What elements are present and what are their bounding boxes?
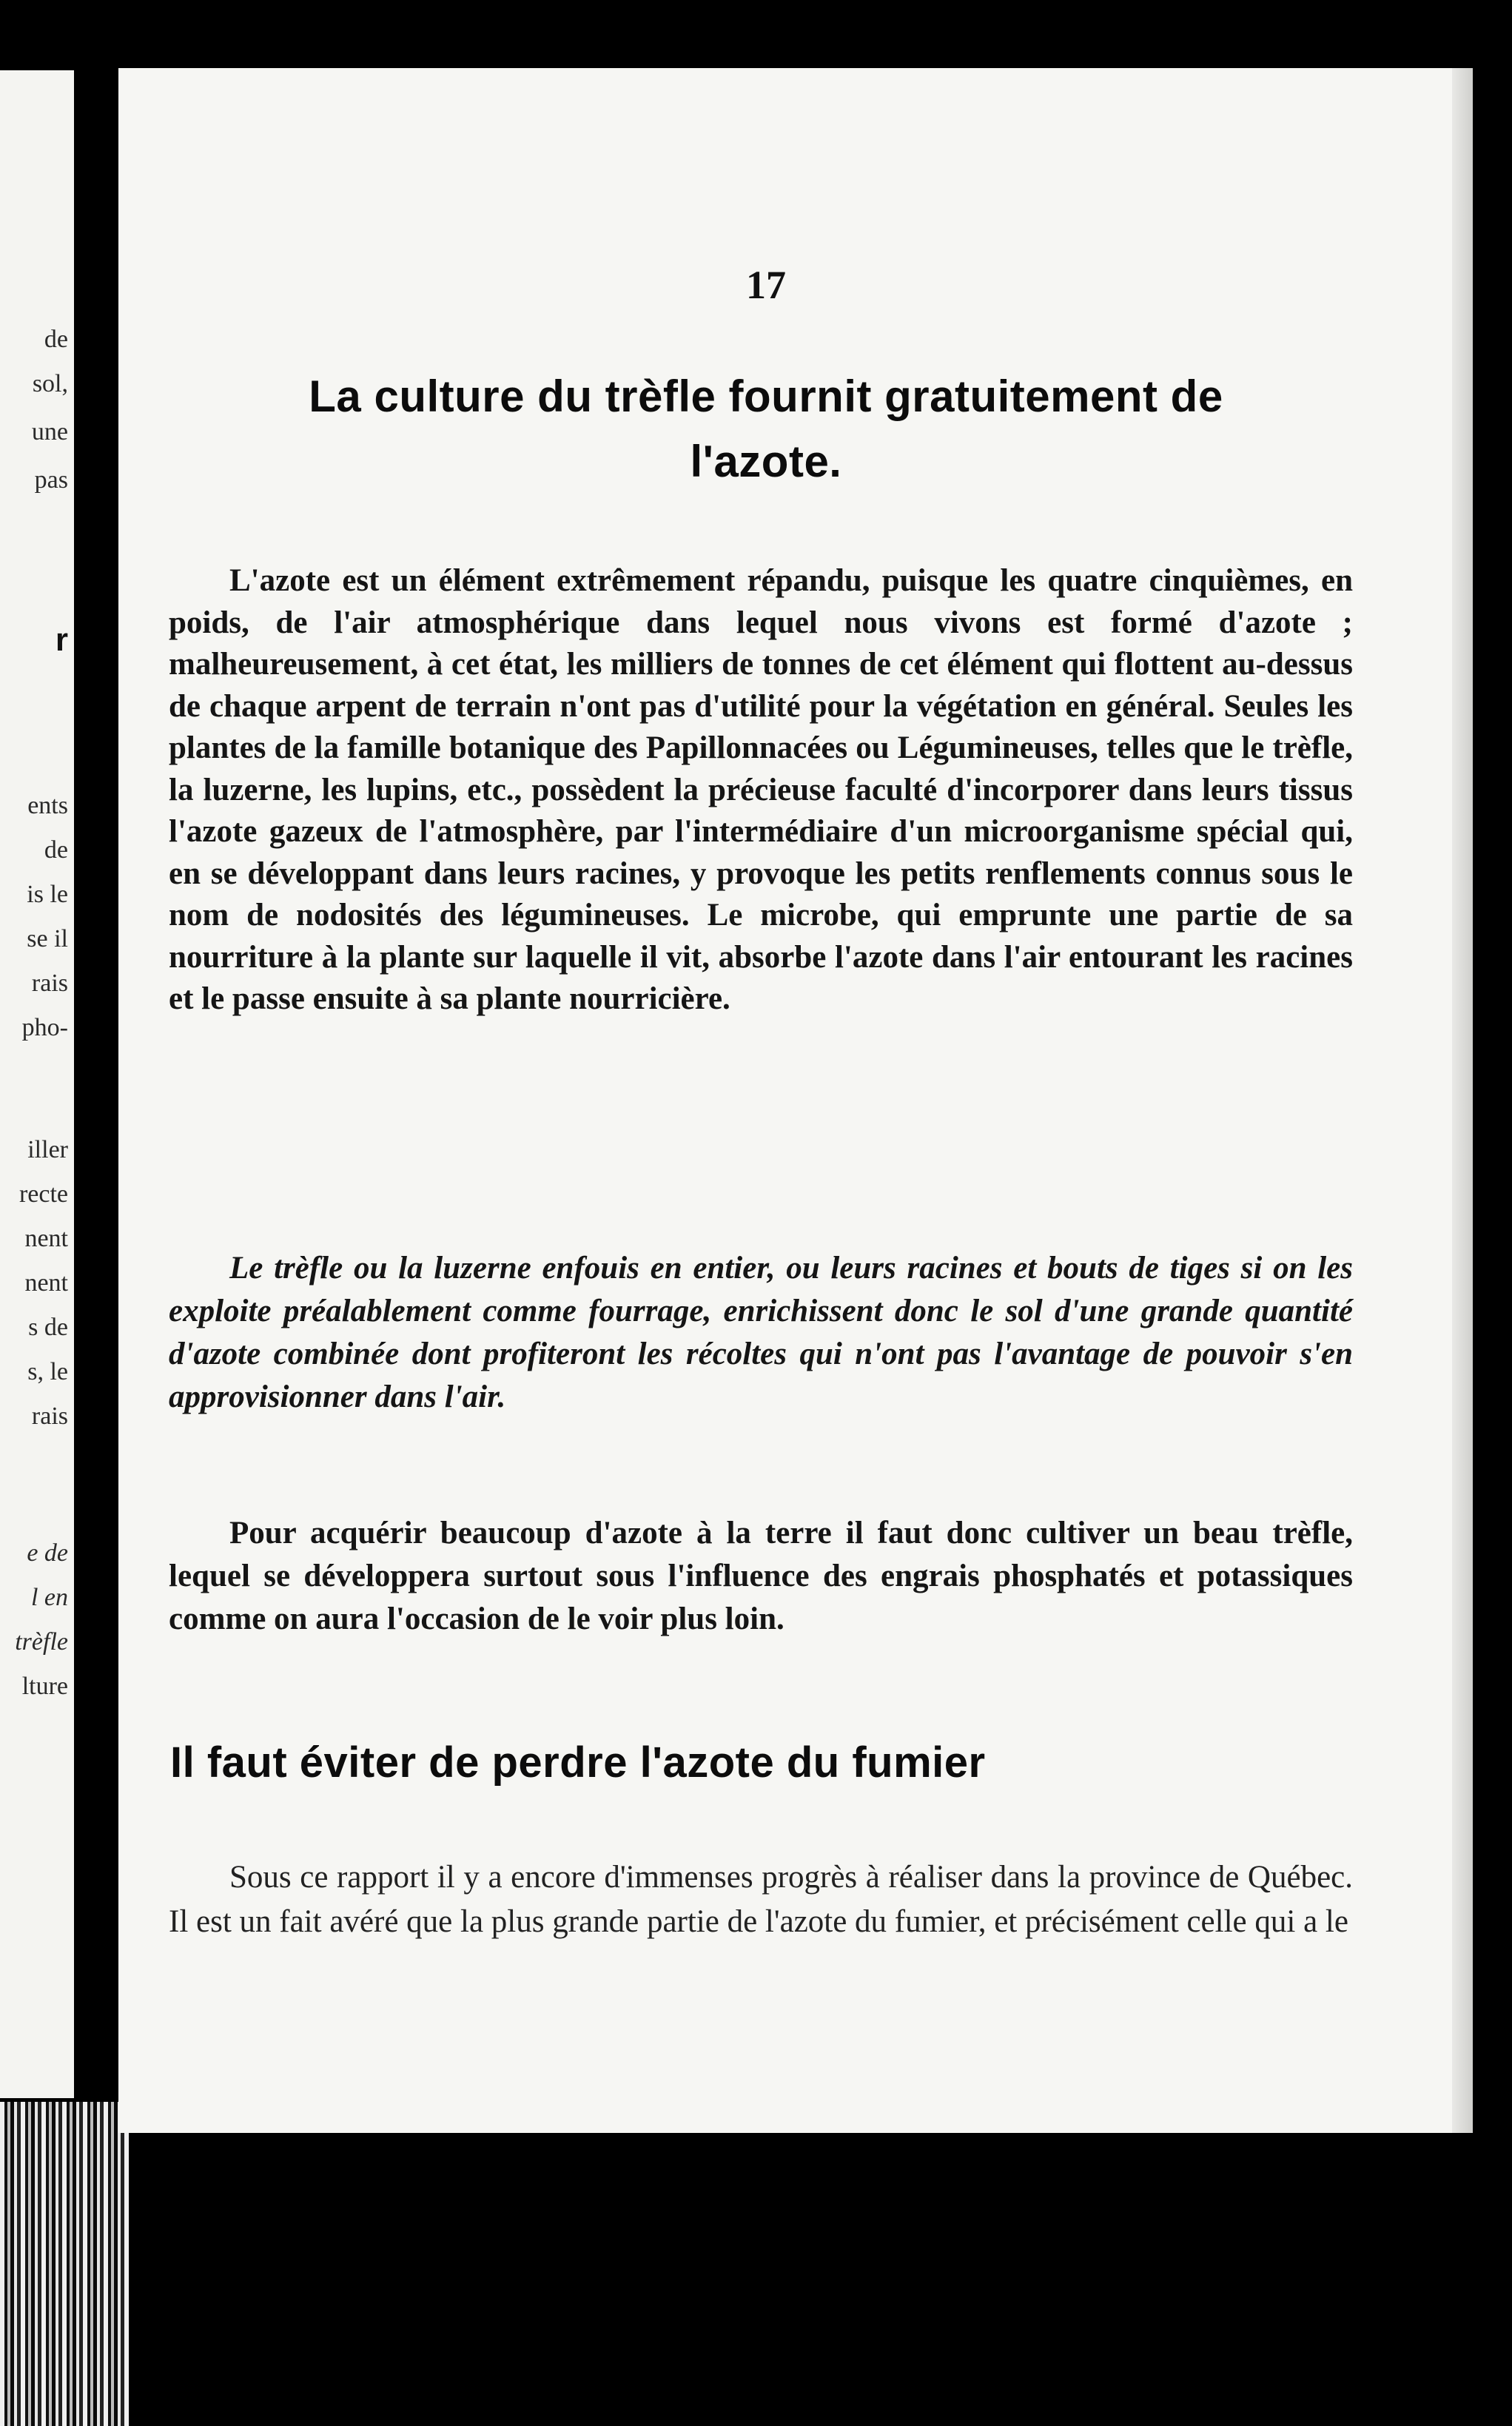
page-number: 17 (746, 263, 786, 307)
section-heading-clover: La culture du trèfle fournit gratuitement de l'azote. (309, 372, 1223, 486)
left-page-fragment: is le (27, 881, 68, 908)
page-edge-stripes (0, 2102, 130, 2426)
left-page-fragment: une (31, 418, 68, 446)
section-heading-manure: Il faut éviter de perdre l'azote du fumier (170, 1738, 986, 1787)
left-page-fragment: e de (27, 1539, 68, 1567)
left-page-fragment: rais (31, 1402, 68, 1430)
left-page-fragment: r (55, 622, 68, 658)
left-page-fragment: se il (27, 925, 68, 952)
left-page-fragment: nent (24, 1269, 68, 1297)
paragraph-italic-summary: Le trèfle ou la luzerne enfouis en entier, ou leurs racines et bouts de tiges si on les exploite préalablement comme fourrage, enrichissent donc le sol d'une grande quantité d'azote combinée dont profiteront les récoltes qui n'ont pas l'avantage de pouvoir s'en approvisionner dans l'air. (169, 1251, 1353, 1414)
left-page-fragment: recte (19, 1180, 68, 1208)
left-page-fragment: nent (24, 1225, 68, 1252)
left-page-fragment: sol, (32, 370, 68, 397)
adjacent-page-left (0, 70, 74, 2098)
left-page-fragment: trèfle (15, 1628, 68, 1656)
left-page-fragment: rais (31, 970, 68, 997)
left-page-fragment: pas (34, 466, 68, 494)
left-page-fragment: de (44, 836, 68, 864)
left-page-fragment: pho- (21, 1014, 68, 1041)
left-page-fragment: lture (21, 1673, 68, 1700)
paragraph-nitrogen-fixation: L'azote est un élément extrêmement répandu, puisque les quatre cinquièmes, en poids, de l'air atmosphérique dans lequel nous vivons est formé d'azote ; malheureusement, à cet état, les milliers de tonnes de cet élément qui flottent au-dessus de chaque arpent de terrain n'ont pas d'utilité pour la végétation en général. Seules les plantes de la famille botanique des Papillonnacées ou Légumineuses, telles que le trèfle, la luzerne, les lupins, etc., possèdent la précieuse faculté d'incorporer dans leurs tissus l'azote gazeux de l'atmosphère, par l'intermédiaire d'un microorganisme spécial qui, en se développant dans leurs racines, y provoque les petits renflements connus sous le nom de nodosités des légumineuses. Le microbe, qui emprunte une partie de sa nourriture à la plante sur laquelle il vit, absorbe l'azote dans l'air entourant les racines et le passe ensuite à sa plante nourricière. (169, 563, 1353, 1016)
paragraph-cultivate-clover: Pour acquérir beaucoup d'azote à la terre il faut donc cultiver un beau trèfle, lequel se développera surtout sous l'influence des engrais phosphatés et potassiques comme on aura l'occasion de le voir plus loin. (169, 1516, 1353, 1636)
left-page-fragment: ents (27, 792, 68, 819)
left-page-fragment: iller (27, 1136, 68, 1163)
paragraph-quebec-progress: Sous ce rapport il y a encore d'immenses progrès à réaliser dans la province de Québec. Il est un fait avéré que la plus grande partie de l'azote du fumier, et précisément celle qui a le (169, 1860, 1353, 1939)
document-page (118, 68, 1473, 2133)
left-page-fragment: s, le (27, 1358, 68, 1385)
left-page-fragment: s de (28, 1314, 68, 1341)
left-page-fragment: de (44, 326, 68, 353)
left-page-fragment: l en (30, 1584, 68, 1611)
